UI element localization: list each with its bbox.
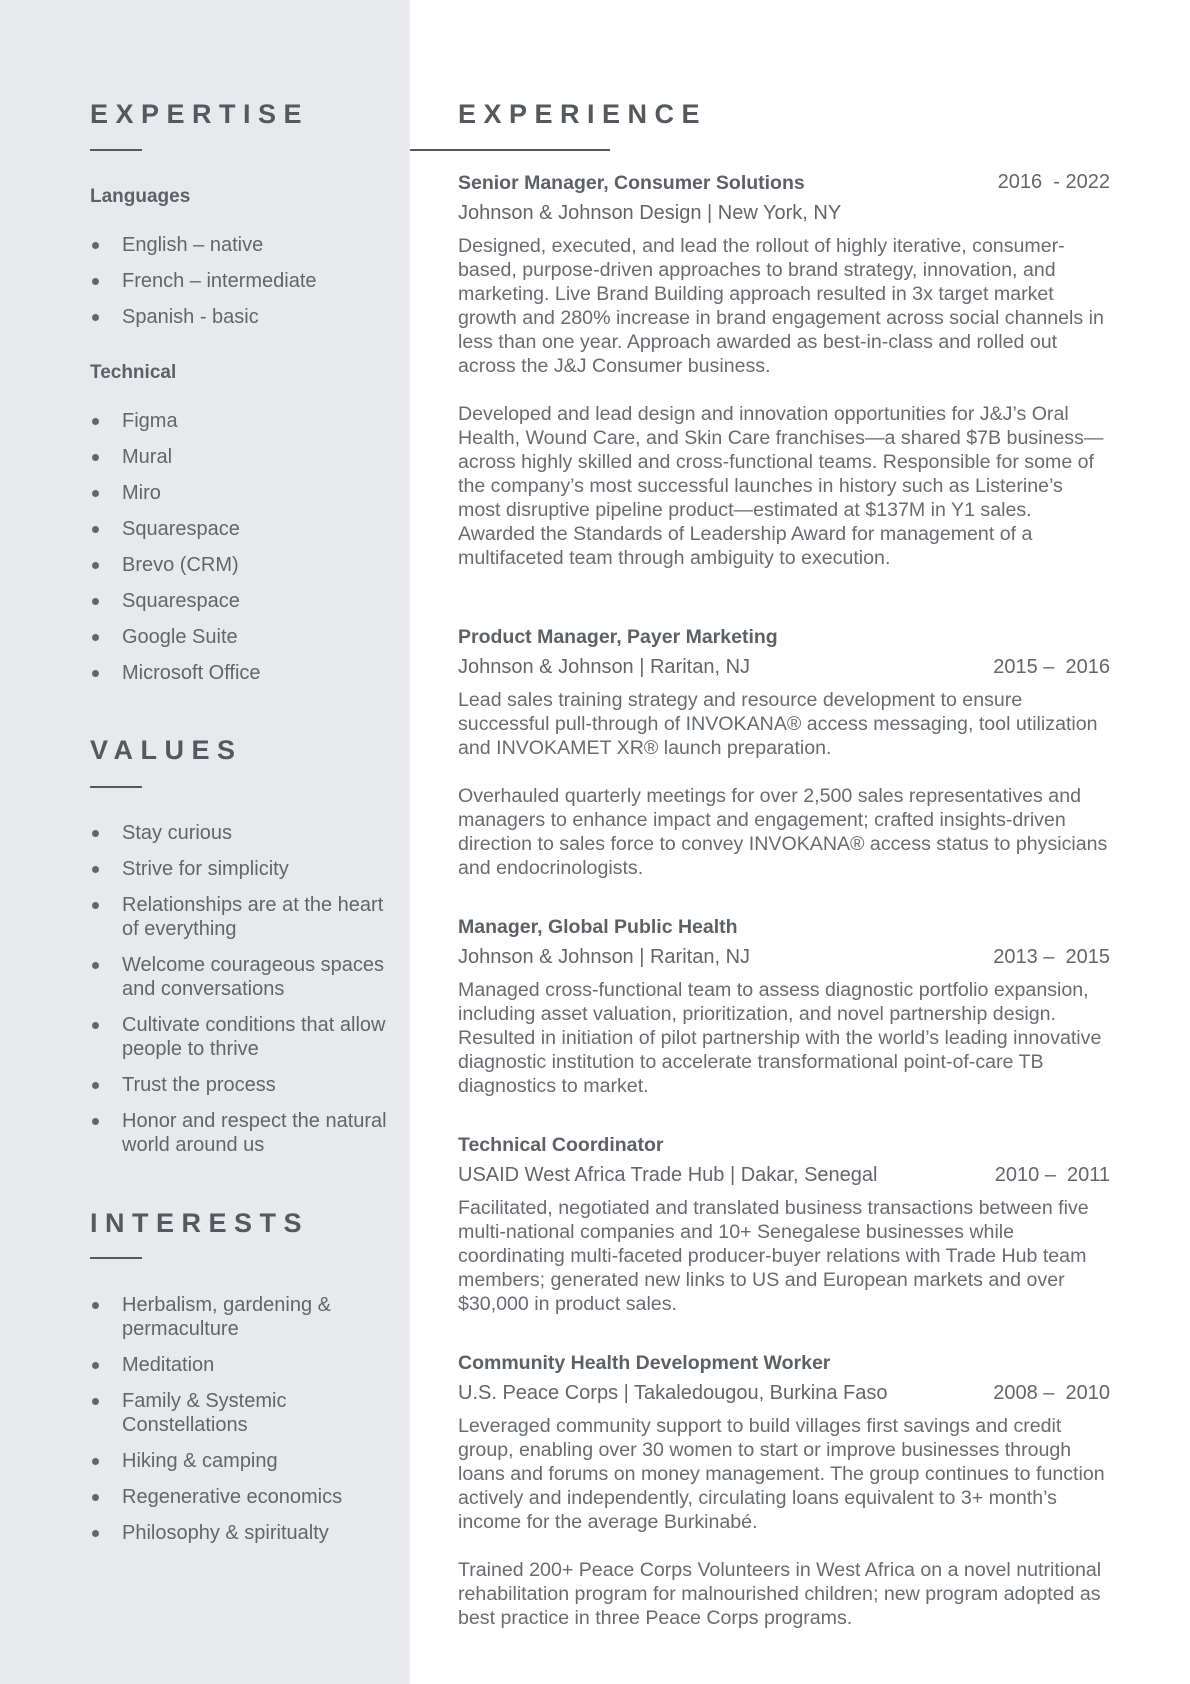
- list-item: Squarespace: [90, 517, 390, 541]
- technical-label: Technical: [90, 362, 177, 383]
- job-description: Overhauled quarterly meetings for over 2,500 sales representatives and managers to enhance impact and engagement; crafted insights-driven direction to sales force to convey INVOKANA® access status to physicians and endocrinologists.: [458, 785, 1108, 879]
- job-dates: 2015 – 2016: [993, 656, 1110, 678]
- job-description: Facilitated, negotiated and translated business transactions between five multi-national companies and 10+ Senegalese businesses while coordinating multi-faceted producer-buyer relations with Trade Hub team members; generated new links to US and European markets and over $30,000 in product sales.: [458, 1197, 1089, 1315]
- job-dates: 2008 – 2010: [993, 1382, 1110, 1404]
- job-entry: [458, 915, 1110, 1098]
- job-organization: U.S. Peace Corps | Takaledougou, Burkina Faso: [458, 1382, 888, 1404]
- job-description: Lead sales training strategy and resource development to ensure successful pull-through of INVOKANA® access messaging, tool utilization and INVOKAMET XR® launch preparation.: [458, 689, 1098, 759]
- job-organization: Johnson & Johnson | Raritan, NJ: [458, 656, 751, 678]
- job-dates: 2013 – 2015: [993, 946, 1110, 968]
- list-item: Mural: [90, 445, 390, 469]
- list-item: Meditation: [90, 1353, 390, 1377]
- job-entry: [458, 625, 1110, 880]
- job-dates: 2016 - 2022: [997, 171, 1110, 193]
- list-item: Stay curious: [90, 821, 390, 845]
- interests-divider: [90, 1257, 142, 1259]
- job-title: Product Manager, Payer Marketing: [458, 626, 778, 648]
- list-item: French – intermediate: [90, 269, 390, 293]
- list-item: Miro: [90, 481, 390, 505]
- technical-list: [90, 409, 390, 697]
- experience-section: [410, 0, 1190, 1684]
- list-item: Strive for simplicity: [90, 857, 390, 881]
- list-item: Family & Systemic Constellations: [90, 1389, 390, 1437]
- job-title: Senior Manager, Consumer Solutions: [458, 172, 805, 194]
- list-item: Cultivate conditions that allow people to thrive: [90, 1013, 390, 1061]
- job-description: Designed, executed, and lead the rollout of highly iterative, consumer-based, purpose-driven approaches to brand strategy, innovation, and marketing. Live Brand Building approach resulted in 3x target market growth and 280% increase in brand engagement across social channels in less than one year. Approach awarded as best-in-class and rolled out across the J&J Consumer business.: [458, 235, 1104, 377]
- values-title: VALUES: [90, 735, 243, 765]
- sidebar: [0, 0, 410, 1684]
- list-item: Google Suite: [90, 625, 390, 649]
- job-entry: [458, 1351, 1110, 1630]
- languages-list: [90, 233, 390, 341]
- list-item: Herbalism, gardening & permaculture: [90, 1293, 390, 1341]
- list-item: English – native: [90, 233, 390, 257]
- expertise-title: EXPERTISE: [90, 99, 310, 129]
- list-item: Spanish - basic: [90, 305, 390, 329]
- job-description: Managed cross-functional team to assess diagnostic portfolio expansion, including asset valuation, prioritization, and novel partnership design. Resulted in initiation of pilot partnership with the world’s leading innovative diagnostic institution to accelerate transformational point-of-care TB diagnostics to market.: [458, 979, 1102, 1097]
- list-item: Honor and respect the natural world around us: [90, 1109, 390, 1157]
- experience-title: EXPERIENCE: [458, 99, 708, 129]
- job-description: Developed and lead design and innovation opportunities for J&J’s Oral Health, Wound Care, and Skin Care franchises—a shared $7B business—across highly skilled and cross-functional teams. Responsible for some of the company’s most successful launches in history such as Listerine’s most disruptive pipeline product—estimated at $137M in Y1 sales. Awarded the Standards of Leadership Award for management of a multifaceted team through ambiguity to execution.: [458, 403, 1104, 569]
- interests-list: [90, 1293, 390, 1557]
- experience-divider: [410, 149, 610, 151]
- interests-title: INTERESTS: [90, 1208, 310, 1238]
- job-entry: [458, 171, 1110, 570]
- job-organization: Johnson & Johnson Design | New York, NY: [458, 202, 842, 224]
- job-dates: 2010 – 2011: [994, 1164, 1110, 1186]
- list-item: Philosophy & spiritualty: [90, 1521, 390, 1545]
- expertise-divider: [90, 149, 142, 151]
- job-description: Trained 200+ Peace Corps Volunteers in West Africa on a novel nutritional rehabilitation program for malnourished children; new program adopted as best practice in three Peace Corps programs.: [458, 1559, 1102, 1629]
- list-item: Relationships are at the heart of everything: [90, 893, 390, 941]
- job-title: Technical Coordinator: [458, 1134, 664, 1156]
- list-item: Squarespace: [90, 589, 390, 613]
- job-organization: Johnson & Johnson | Raritan, NJ: [458, 946, 751, 968]
- languages-label: Languages: [90, 186, 191, 207]
- job-entry: [458, 1133, 1110, 1316]
- list-item: Brevo (CRM): [90, 553, 390, 577]
- job-description: Leveraged community support to build villages first savings and credit group, enabling over 30 women to start or improve businesses through loans and forums on money management. The group continues to function actively and independently, circulating loans equivalent to 3+ month’s income for the average Burkinabé.: [458, 1415, 1105, 1533]
- values-divider: [90, 786, 142, 788]
- list-item: Microsoft Office: [90, 661, 390, 685]
- values-list: [90, 821, 390, 1169]
- list-item: Regenerative economics: [90, 1485, 390, 1509]
- job-title: Manager, Global Public Health: [458, 916, 738, 938]
- job-organization: USAID West Africa Trade Hub | Dakar, Senegal: [458, 1164, 878, 1186]
- job-title: Community Health Development Worker: [458, 1352, 831, 1374]
- list-item: Trust the process: [90, 1073, 390, 1097]
- list-item: Hiking & camping: [90, 1449, 390, 1473]
- list-item: Welcome courageous spaces and conversations: [90, 953, 390, 1001]
- list-item: Figma: [90, 409, 390, 433]
